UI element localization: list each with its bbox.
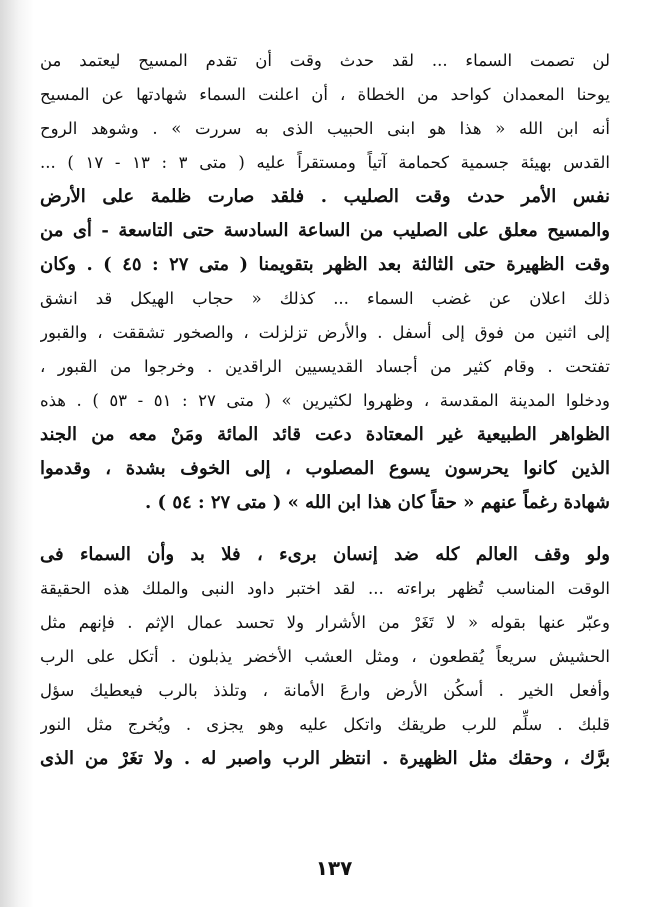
- text-line: القدس بهيئة جسمية كحمامة آتياً ومستقراً عليه ( متى ٣ : ١٣ - ١٧ ) ...: [40, 153, 610, 172]
- text-line: الحشيش سريعاً يُقطعون ، ومثل العشب الأخضر يذبلون . أتكل على الرب: [40, 647, 610, 666]
- text-line: تفتحت . وقام كثير من أجساد القديسيين الراقدين . وخرجوا من القبور ،: [40, 357, 610, 376]
- text-line: ودخلوا المدينة المقدسة ، وظهروا لكثيرين » ( متى ٢٧ : ٥١ - ٥٣ ) . هذه: [40, 391, 610, 410]
- page-number: ١٣٧: [315, 856, 353, 880]
- text-line-bold: ولو وقف العالم كله ضد إنسان برىء ، فلا بد وأن السماء فى: [40, 544, 610, 565]
- paragraph-gap: [40, 520, 610, 538]
- text-line: الوقت المناسب تُظهر براءته ... لقد اختبر داود النبى والملك هذه الحقيقة: [40, 579, 610, 598]
- scan-edge-shadow: [0, 0, 34, 907]
- text-line-bold: نفس الأمر حدث وقت الصليب . فلقد صارت ظلمة على الأرض: [40, 186, 610, 207]
- text-line-bold: وقت الظهيرة حتى الثالثة بعد الظهر بتقويمنا ( متى ٢٧ : ٤٥ ) . وكان: [40, 254, 610, 275]
- text-line-bold: شهادة رغماً عنهم « حقاً كان هذا ابن الله » ( متى ٢٧ : ٥٤ ) .: [145, 492, 610, 513]
- body-text: [40, 44, 610, 776]
- text-line: إلى اثنين من فوق إلى أسفل . والأرض تزلزلت ، والصخور تشققت ، والقبور: [40, 323, 610, 342]
- text-line-bold: برَّك ، وحقك مثل الظهيرة . انتظر الرب واصبر له . ولا تغَرْ من الذى: [40, 748, 610, 769]
- text-line: ذلك اعلان عن غضب السماء ... كذلك « حجاب الهيكل قد انشق: [40, 289, 610, 308]
- text-line: وأفعل الخير . أسكُن الأرض وارعَ الأمانة ، وتلذذ بالرب فيعطيك سؤل: [40, 681, 610, 700]
- text-line: قلبك . سلِّم للرب طريقك واتكل عليه وهو يجزى . ويُخرج مثل النور: [40, 715, 610, 734]
- text-line: وعبّر عنها بقوله « لا تَغَرْ من الأشرار ولا تحسد عمال الإثم . فإنهم مثل: [40, 613, 610, 632]
- text-line: لن تصمت السماء ... لقد حدث وقت أن تقدم المسيح ليعتمد من: [40, 51, 610, 70]
- text-line-bold: والمسيح معلق على الصليب من الساعة السادسة حتى التاسعة - أى من: [40, 220, 610, 241]
- text-line: يوحنا المعمدان كواحد من الخطاة ، أن اعلنت السماء شهادتها عن المسيح: [40, 85, 610, 104]
- text-line-bold: الظواهر الطبيعية غير المعتادة دعت قائد المائة ومَنْ معه من الجند: [40, 424, 610, 445]
- text-line-bold: الذين كانوا يحرسون يسوع المصلوب ، إلى الخوف بشدة ، وقدموا: [40, 458, 610, 479]
- text-line: أنه ابن الله « هذا هو ابنى الحبيب الذى به سررت » . وشوهد الروح: [40, 119, 610, 138]
